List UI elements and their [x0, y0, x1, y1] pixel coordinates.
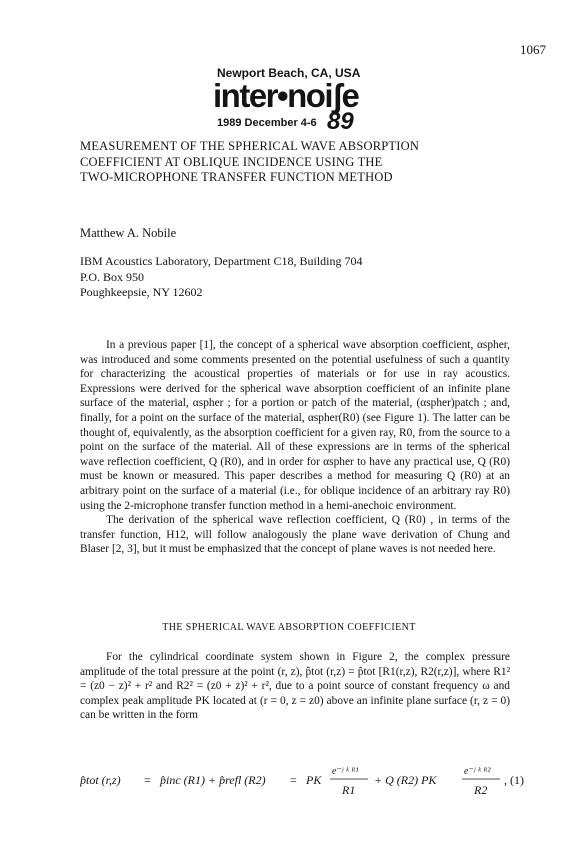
conference-location: Newport Beach, CA, USA [217, 66, 361, 80]
equation-1 [80, 752, 530, 812]
conference-logo: inter•noiʃe [213, 77, 359, 114]
paragraph: The derivation of the spherical wave reflection coefficient, Q (R0) , in terms of the transfer function, H12, will follow analogously the plane wave derivation of Chung and Blaser [2, 3], but it must be emphasized that the concept of plane waves is not needed here. [80, 514, 510, 556]
equation-denominator: R1 [342, 783, 356, 797]
body-text-section [80, 650, 510, 723]
page-number: 1067 [520, 42, 546, 57]
section-heading: THE SPHERICAL WAVE ABSORPTION COEFFICIENT [162, 622, 416, 633]
equation-equals: = [290, 773, 297, 787]
equation-numerator: e⁻ʲ ᵏ ᴿ² [464, 766, 491, 777]
body-text [80, 338, 510, 557]
equation-pk: PK [306, 773, 322, 787]
affiliation-line: IBM Acoustics Laboratory, Department C18, Building 704 [80, 254, 363, 268]
affiliation-line: P.O. Box 950 [80, 269, 145, 284]
affiliation [80, 254, 363, 301]
equation-number: , (1) [504, 773, 524, 787]
affiliation-line: Poughkeepsie, NY 12602 [80, 285, 203, 299]
conference-date: 1989 December 4-6 [217, 117, 317, 129]
equation-lhs: p̂tot (r,z) [80, 773, 121, 787]
equation-term: p̂inc (R1) + p̂refl (R2) [160, 773, 266, 787]
title-line: TWO-MICROPHONE TRANSFER FUNCTION METHOD [80, 170, 393, 184]
equation-equals: = [144, 773, 151, 787]
conference-year-badge: 89 [327, 108, 354, 135]
title-line: MEASUREMENT OF THE SPHERICAL WAVE ABSORPTION [80, 139, 420, 153]
paper-title [80, 139, 460, 186]
equation-term: + Q (R2) PK [374, 773, 437, 787]
paragraph: In a previous paper [1], the concept of a spherical wave absorption coefficient, αspher, was introduced and some comments presented on the potential usefulness of such a quantity for characterizing the acoustical properties of materials or for use in ray acoustics. Expressions were derived for the spherical wave absorption coefficient of an infinite plane surface of the material, αspher ; for a portion or patch of the material, (αspher)patch ; and, finally, for a point on the surface of the material, αspher(R0) (see Figure 1). The latter can be thought of, equivalently, as the absorption coefficient for a given ray, R0, from the source to a point on the surface of the material. All of these expressions are in terms of the spherical wave reflection coefficient, Q (R0), and in order for αspher to have any practical use, Q (R0) must be known or measured. This paper describes a method for measuring Q (R0) at an arbitrary point on the surface of a material (i.e., for oblique incidence of an arbitrary ray R0) using the 2-microphone transfer function method in a hemi-anechoic environment. [80, 339, 510, 512]
equation-numerator: e⁻ʲ ᵏ ᴿ¹ [332, 766, 359, 777]
title-line: COEFFICIENT AT OBLIQUE INCIDENCE USING THE [80, 154, 383, 169]
paragraph: For the cylindrical coordinate system shown in Figure 2, the complex pressure amplitude of the total pressure at the point (r, z), p̂tot (r,z) = p̂tot [R1(r,z), R2(r,z)], where R1² = (z0 − z)² + r² and R2² = (z0 + z)² + r², due to a point source of constant frequency ω and complex peak amplitude PK located at (r = 0, z = z0) above an infinite plane surface (r, z = 0) can be written in the form [80, 651, 510, 722]
author-name: Matthew A. Nobile [80, 226, 177, 240]
equation-graphic [80, 752, 530, 812]
equation-denominator: R2 [474, 783, 488, 797]
